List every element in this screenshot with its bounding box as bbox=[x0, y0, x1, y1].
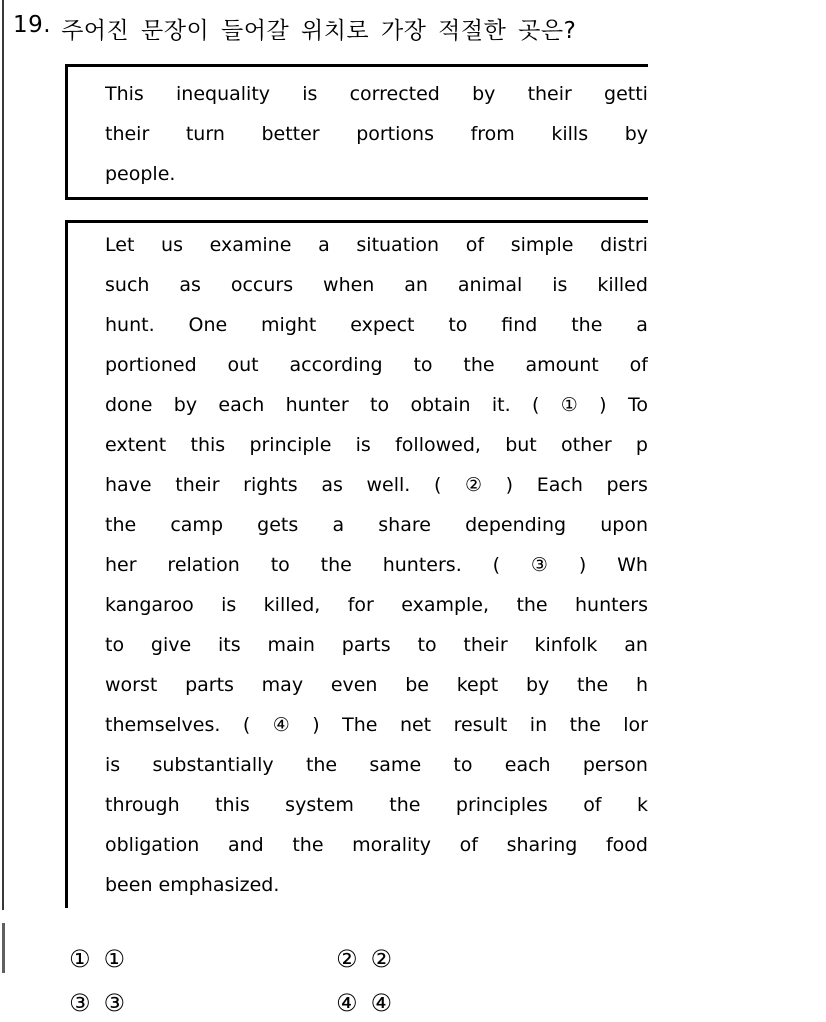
text-line: the camp gets a share depending upon bbox=[105, 514, 648, 536]
text-line: through this system the principles of k bbox=[105, 794, 648, 816]
text-line: obligation and the morality of sharing food bbox=[105, 834, 648, 856]
text-line: Let us examine a situation of simple distri bbox=[105, 234, 648, 256]
text-line: such as occurs when an animal is killed bbox=[105, 274, 648, 296]
text-line: extent this principle is followed, but other p bbox=[105, 434, 648, 456]
question-number: 19. bbox=[13, 12, 52, 38]
text-line: portioned out according to the amount of bbox=[105, 354, 648, 376]
choice-2-marker: ② bbox=[336, 945, 358, 973]
choice-2[interactable] bbox=[336, 946, 392, 972]
text-line: people. bbox=[105, 163, 176, 185]
text-line: their turn better portions from kills by bbox=[105, 123, 648, 145]
text-line: worst parts may even be kept by the h bbox=[105, 674, 648, 696]
question-header bbox=[13, 12, 576, 45]
choice-3-marker: ③ bbox=[69, 989, 91, 1017]
choice-4-marker: ④ bbox=[336, 989, 358, 1017]
text-line: have their rights as well. ( ② ) Each pers bbox=[105, 474, 648, 496]
choice-3[interactable] bbox=[69, 990, 125, 1016]
page-left-rule-segment-2 bbox=[2, 923, 5, 973]
choice-4[interactable] bbox=[336, 990, 392, 1016]
text-line: done by each hunter to obtain it. ( ① ) To bbox=[105, 394, 648, 416]
choice-1-marker: ① bbox=[69, 945, 91, 973]
page-left-rule bbox=[2, 0, 4, 910]
text-line: hunt. One might expect to find the a bbox=[105, 314, 648, 336]
text-line: This inequality is corrected by their getti bbox=[105, 83, 648, 105]
passage-box bbox=[65, 220, 648, 908]
choice-1[interactable] bbox=[69, 946, 125, 972]
text-line: is substantially the same to each person bbox=[105, 754, 648, 776]
text-line: been emphasized. bbox=[105, 874, 280, 896]
choice-4-label: ④ bbox=[370, 989, 393, 1017]
choice-2-label: ② bbox=[370, 945, 393, 973]
text-line: kangaroo is killed, for example, the hunters bbox=[105, 594, 648, 616]
choice-3-label: ③ bbox=[103, 989, 126, 1017]
text-line: to give its main parts to their kinfolk an bbox=[105, 634, 648, 656]
question-text: 주어진 문장이 들어갈 위치로 가장 적절한 곳은? bbox=[61, 18, 577, 44]
choice-1-label: ① bbox=[103, 945, 126, 973]
text-line: themselves. ( ④ ) The net result in the lor bbox=[105, 714, 648, 736]
text-line: her relation to the hunters. ( ③ ) Wh bbox=[105, 554, 648, 576]
given-sentence-box bbox=[65, 64, 648, 200]
